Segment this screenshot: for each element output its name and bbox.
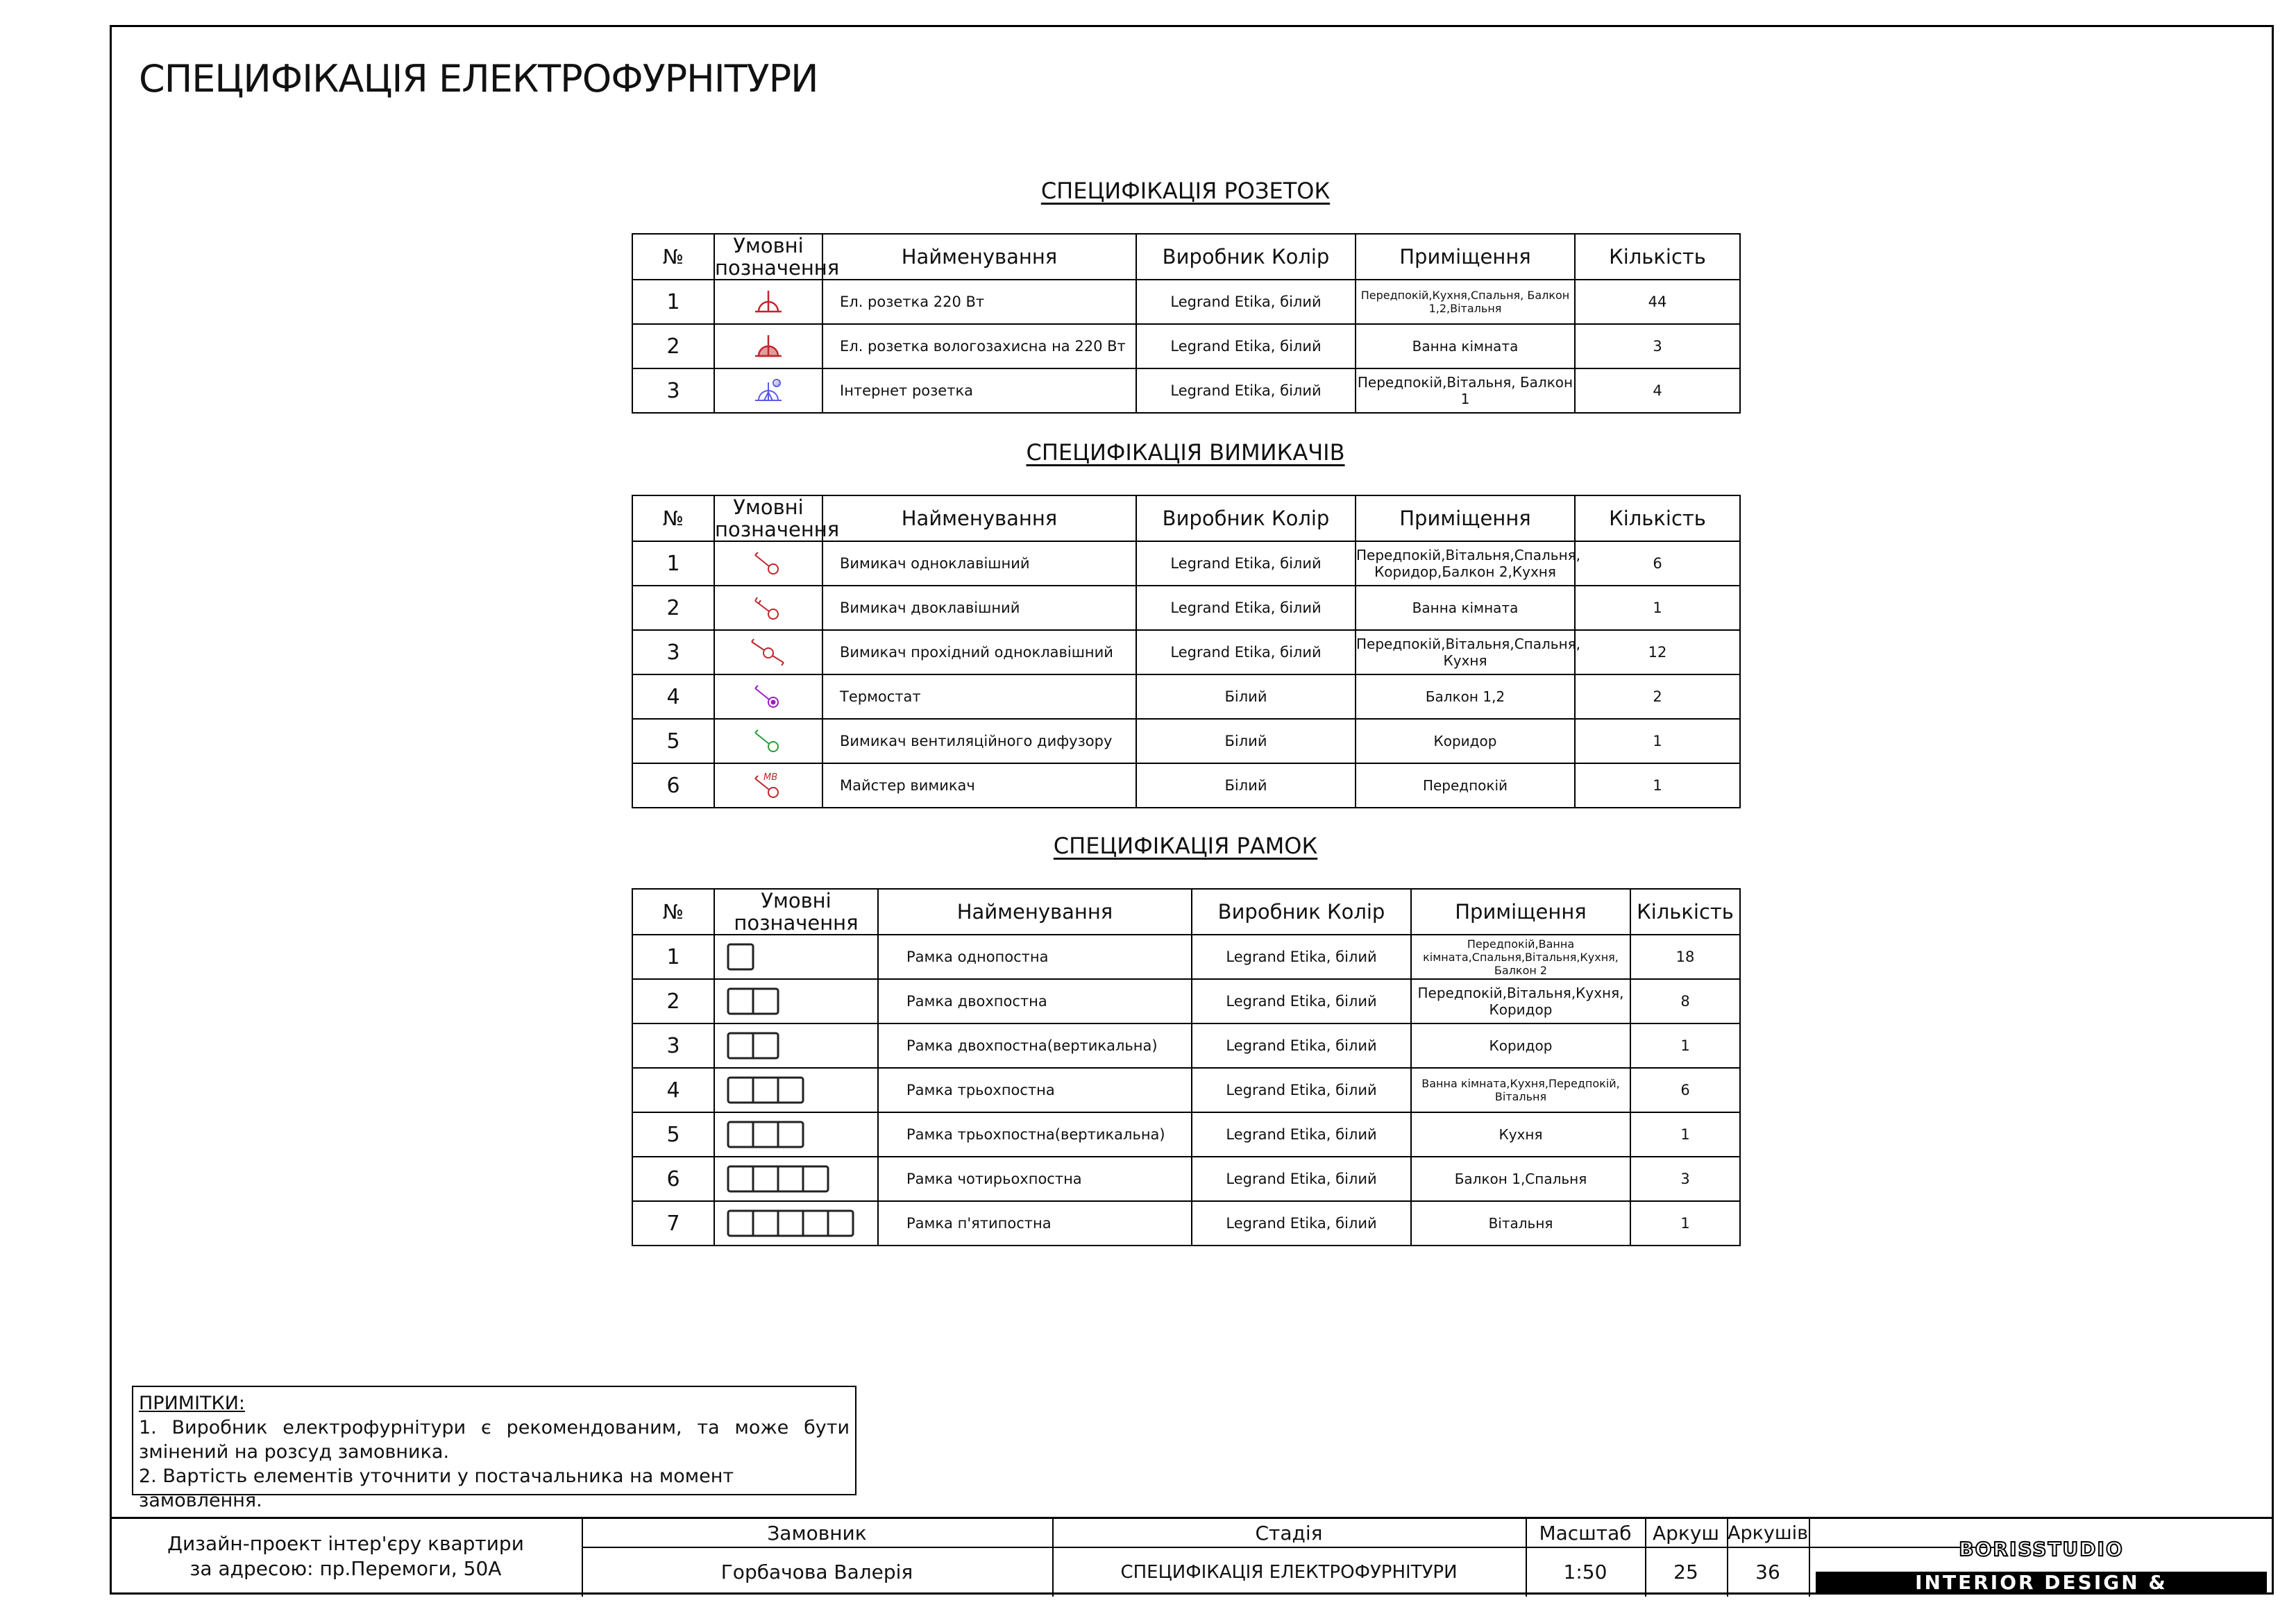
- qty-cell: 1: [1630, 1112, 1740, 1157]
- symbol-cell: [714, 630, 822, 674]
- table-row: [632, 541, 1740, 586]
- row-number: 3: [632, 368, 714, 413]
- col-room-header: Приміщення: [1356, 495, 1575, 541]
- maker-cell: Legrand Etika, білий: [1192, 979, 1411, 1023]
- frame-5-slot-icon: [726, 1208, 855, 1239]
- room-cell: Ванна кімната: [1356, 586, 1575, 630]
- table-row: [632, 1201, 1740, 1246]
- item-name: Вимикач двоклавішний: [840, 600, 1020, 616]
- col-qty-header: Кількість: [1630, 889, 1740, 935]
- item-name: Рамка однопостна: [906, 949, 1049, 965]
- room-cell: Кухня: [1411, 1112, 1630, 1157]
- maker-cell: Білий: [1136, 719, 1356, 763]
- room-cell: Коридор: [1356, 719, 1575, 763]
- project-line-1: Дизайн-проект інтер'єру квартири: [167, 1532, 524, 1555]
- col-name-header: Найменування: [822, 495, 1136, 541]
- room-cell: Передпокій,Вітальня,Спальня, Коридор,Балкон 2,Кухня: [1356, 541, 1575, 586]
- frames-section-title: СПЕЦИФІКАЦІЯ РАМОК: [1053, 833, 1318, 859]
- row-number: 1: [632, 935, 714, 979]
- item-name: Вимикач одноклавішний: [840, 555, 1030, 572]
- qty-cell: 1: [1630, 1023, 1740, 1068]
- table-row: [632, 979, 1740, 1023]
- qty-cell: 18: [1630, 935, 1740, 979]
- sheets-label: Аркушів: [1727, 1522, 1808, 1544]
- col-maker-header: Виробник Колір: [1136, 234, 1356, 280]
- qty-cell: 8: [1630, 979, 1740, 1023]
- symbol-cell: [714, 1023, 878, 1068]
- row-number: 4: [632, 674, 714, 719]
- frame-1-slot-icon: [726, 942, 755, 972]
- row-number: 3: [632, 630, 714, 674]
- scale-value: 1:50: [1563, 1561, 1607, 1583]
- project-line-2: за адресою: пр.Перемоги, 50А: [189, 1557, 502, 1580]
- frame-outline: [728, 1211, 853, 1236]
- symbol-cell: [714, 586, 822, 630]
- room-cell: Передпокій,Вітальня,Спальня, Кухня: [1356, 630, 1575, 674]
- maker-cell: Білий: [1136, 674, 1356, 719]
- qty-cell: 3: [1630, 1157, 1740, 1201]
- item-name: Вимикач прохідний одноклавішний: [840, 644, 1113, 661]
- row-number: 5: [632, 1112, 714, 1157]
- frame-2-slot-vertical-icon: [726, 1030, 780, 1061]
- col-room-header: Приміщення: [1356, 234, 1575, 280]
- page-title: СПЕЦИФІКАЦІЯ ЕЛЕКТРОФУРНІТУРИ: [139, 57, 818, 101]
- symbol-cell: [714, 280, 822, 324]
- waterproof-socket-icon: [751, 332, 786, 360]
- maker-cell: Legrand Etika, білий: [1136, 368, 1356, 413]
- room-cell: Коридор: [1411, 1023, 1630, 1068]
- sheet-value: 25: [1673, 1561, 1698, 1583]
- item-name: Ел. розетка 220 Вт: [840, 294, 985, 310]
- symbol-cell: [714, 935, 878, 979]
- maker-cell: Legrand Etika, білий: [1192, 1112, 1411, 1157]
- master-switch-label: МВ: [763, 772, 778, 783]
- socket-icon: [751, 288, 786, 316]
- maker-cell: Legrand Etika, білий: [1192, 1023, 1411, 1068]
- room-cell: Ванна кімната,Кухня,Передпокій, Вітальня: [1411, 1068, 1630, 1112]
- frame-3-slot-icon: [726, 1075, 805, 1105]
- table-row: [632, 1112, 1740, 1157]
- sockets-header-row: [632, 234, 1740, 280]
- logo-wordmark: BORISSTUDIO: [1959, 1538, 2124, 1561]
- item-name: Рамка двохпостна(вертикальна): [906, 1037, 1158, 1054]
- row-number: 2: [632, 979, 714, 1023]
- room-cell: Передпокій,Вітальня, Балкон 1: [1356, 368, 1575, 413]
- frames-table: [632, 888, 1741, 1246]
- qty-cell: 44: [1575, 280, 1740, 324]
- table-row: [632, 1157, 1740, 1201]
- symbol-cell: [714, 719, 822, 763]
- room-cell: Вітальня: [1411, 1201, 1630, 1246]
- frame-outline: [728, 944, 753, 969]
- symbol-cell: [714, 541, 822, 586]
- maker-cell: Legrand Etika, білий: [1136, 280, 1356, 324]
- sheet-label: Аркуш: [1652, 1522, 1720, 1545]
- col-qty-header: Кількість: [1575, 234, 1740, 280]
- maker-cell: Legrand Etika, білий: [1136, 324, 1356, 368]
- item-name: Рамка трьохпостна(вертикальна): [906, 1126, 1165, 1143]
- title-block: [110, 1517, 2274, 1616]
- logo-tagline: INTERIOR DESIGN & ARCHITECTURE: [1816, 1572, 2267, 1594]
- note-2: 2. Вартість елементів уточнити у постачальника на момент замовлення.: [139, 1465, 734, 1511]
- qty-cell: 1: [1630, 1201, 1740, 1246]
- studio-logo: [1816, 1522, 2267, 1616]
- customer-value: Горбачова Валерія: [720, 1561, 913, 1583]
- svg-text:@: @: [775, 380, 780, 386]
- col-no-header: №: [632, 495, 714, 541]
- table-row: [632, 1023, 1740, 1068]
- symbol-cell: [714, 1112, 878, 1157]
- table-row: [632, 324, 1740, 368]
- symbol-cell: [714, 1157, 878, 1201]
- qty-cell: 12: [1575, 630, 1740, 674]
- switches-table: [632, 495, 1741, 808]
- qty-cell: 1: [1575, 586, 1740, 630]
- symbol-cell: [714, 763, 822, 808]
- notes-box: [132, 1386, 856, 1511]
- row-number: 7: [632, 1201, 714, 1246]
- maker-cell: Legrand Etika, білий: [1136, 586, 1356, 630]
- room-cell: Передпокій,Кухня,Спальня, Балкон 1,2,Вітальня: [1356, 280, 1575, 324]
- double-switch-icon: [751, 594, 786, 622]
- table-row: [632, 935, 1740, 979]
- sheets-value: 36: [1755, 1561, 1780, 1583]
- row-number: 1: [632, 280, 714, 324]
- project-description: [110, 1519, 582, 1597]
- col-symbol-header: Умовні позначення: [714, 889, 878, 935]
- room-cell: Передпокій,Ванна кімната,Спальня,Вітальня,Кухня, Балкон 2: [1411, 935, 1630, 979]
- frame-3-slot-vertical-icon: [726, 1119, 805, 1150]
- item-name: Рамка п'ятипостна: [906, 1215, 1052, 1232]
- room-cell: Балкон 1,Спальня: [1411, 1157, 1630, 1201]
- stage-value: СПЕЦИФІКАЦІЯ ЕЛЕКТРОФУРНІТУРИ: [1120, 1562, 1458, 1583]
- col-name-header: Найменування: [822, 234, 1136, 280]
- row-number: 6: [632, 763, 714, 808]
- maker-cell: Legrand Etika, білий: [1192, 935, 1411, 979]
- maker-cell: Legrand Etika, білий: [1192, 1157, 1411, 1201]
- frames-header-row: [632, 889, 1740, 935]
- room-cell: Передпокій,Вітальня,Кухня, Коридор: [1411, 979, 1630, 1023]
- pass-switch-icon: [749, 638, 788, 667]
- sockets-section-title: СПЕЦИФІКАЦІЯ РОЗЕТОК: [1040, 178, 1331, 204]
- customer-label: Замовник: [767, 1522, 867, 1545]
- thermostat-icon: [751, 683, 786, 711]
- qty-cell: 1: [1575, 719, 1740, 763]
- col-no-header: №: [632, 889, 714, 935]
- row-number: 2: [632, 324, 714, 368]
- qty-cell: 4: [1575, 368, 1740, 413]
- row-number: 6: [632, 1157, 714, 1201]
- maker-cell: Legrand Etika, білий: [1136, 630, 1356, 674]
- qty-cell: 1: [1575, 763, 1740, 808]
- col-name-header: Найменування: [878, 889, 1192, 935]
- table-row: [632, 630, 1740, 674]
- item-name: Інтернет розетка: [840, 382, 974, 399]
- col-maker-header: Виробник Колір: [1136, 495, 1356, 541]
- col-symbol-header: Умовні позначення: [715, 495, 840, 541]
- table-row: [632, 280, 1740, 324]
- col-no-header: №: [632, 234, 714, 280]
- switches-section-title: СПЕЦИФІКАЦІЯ ВИМИКАЧІВ: [1026, 439, 1345, 466]
- notes-heading: ПРИМІТКИ:: [139, 1393, 245, 1414]
- master-switch-icon: [751, 770, 786, 801]
- item-name: Майстер вимикач: [840, 777, 975, 794]
- maker-cell: Legrand Etika, білий: [1136, 541, 1356, 586]
- fan-switch-icon: [751, 727, 786, 755]
- single-switch-icon: [751, 550, 786, 577]
- symbol-cell: [714, 1068, 878, 1112]
- table-row: [632, 763, 1740, 808]
- col-symbol-header: Умовні позначення: [715, 234, 840, 280]
- scale-label: Масштаб: [1539, 1522, 1632, 1545]
- qty-cell: 3: [1575, 324, 1740, 368]
- item-name: Рамка чотирьохпостна: [906, 1171, 1082, 1187]
- symbol-cell: [714, 1201, 878, 1246]
- row-number: 4: [632, 1068, 714, 1112]
- stage-label: Стадія: [1255, 1522, 1323, 1545]
- frame-4-slot-icon: [726, 1164, 830, 1194]
- divider: [1809, 1519, 1810, 1597]
- room-cell: Балкон 1,2: [1356, 674, 1575, 719]
- symbol-cell: [714, 324, 822, 368]
- row-number: 3: [632, 1023, 714, 1068]
- symbol-cell: [714, 979, 878, 1023]
- col-qty-header: Кількість: [1575, 495, 1740, 541]
- room-cell: Передпокій: [1356, 763, 1575, 808]
- internet-socket-icon: [751, 377, 786, 405]
- item-name: Вимикач вентиляційного дифузору: [840, 733, 1113, 749]
- table-row: [632, 674, 1740, 719]
- qty-cell: 2: [1575, 674, 1740, 719]
- maker-cell: Legrand Etika, білий: [1192, 1201, 1411, 1246]
- item-name: Рамка двохпостна: [906, 993, 1047, 1010]
- col-maker-header: Виробник Колір: [1192, 889, 1411, 935]
- qty-cell: 6: [1575, 541, 1740, 586]
- row-number: 5: [632, 719, 714, 763]
- sockets-table: [632, 233, 1741, 414]
- symbol-cell: [714, 368, 822, 413]
- maker-cell: Білий: [1136, 763, 1356, 808]
- item-name: Термостат: [840, 688, 921, 705]
- row-number: 1: [632, 541, 714, 586]
- note-1: 1. Виробник електрофурнітури є рекомендованим, та може бути змінений на розсуд замовника.: [139, 1417, 850, 1463]
- switches-header-row: [632, 495, 1740, 541]
- maker-cell: Legrand Etika, білий: [1192, 1068, 1411, 1112]
- table-row: [632, 368, 1740, 413]
- room-cell: Ванна кімната: [1356, 324, 1575, 368]
- frame-2-slot-icon: [726, 986, 780, 1017]
- frame-outline: [728, 1122, 803, 1147]
- symbol-cell: [714, 674, 822, 719]
- item-name: Ел. розетка вологозахисна на 220 Вт: [840, 338, 1126, 355]
- qty-cell: 6: [1630, 1068, 1740, 1112]
- row-number: 2: [632, 586, 714, 630]
- table-row: [632, 1068, 1740, 1112]
- table-row: [632, 719, 1740, 763]
- table-row: [632, 586, 1740, 630]
- col-room-header: Приміщення: [1411, 889, 1630, 935]
- item-name: Рамка трьохпостна: [906, 1082, 1055, 1098]
- frame-outline: [728, 1078, 803, 1103]
